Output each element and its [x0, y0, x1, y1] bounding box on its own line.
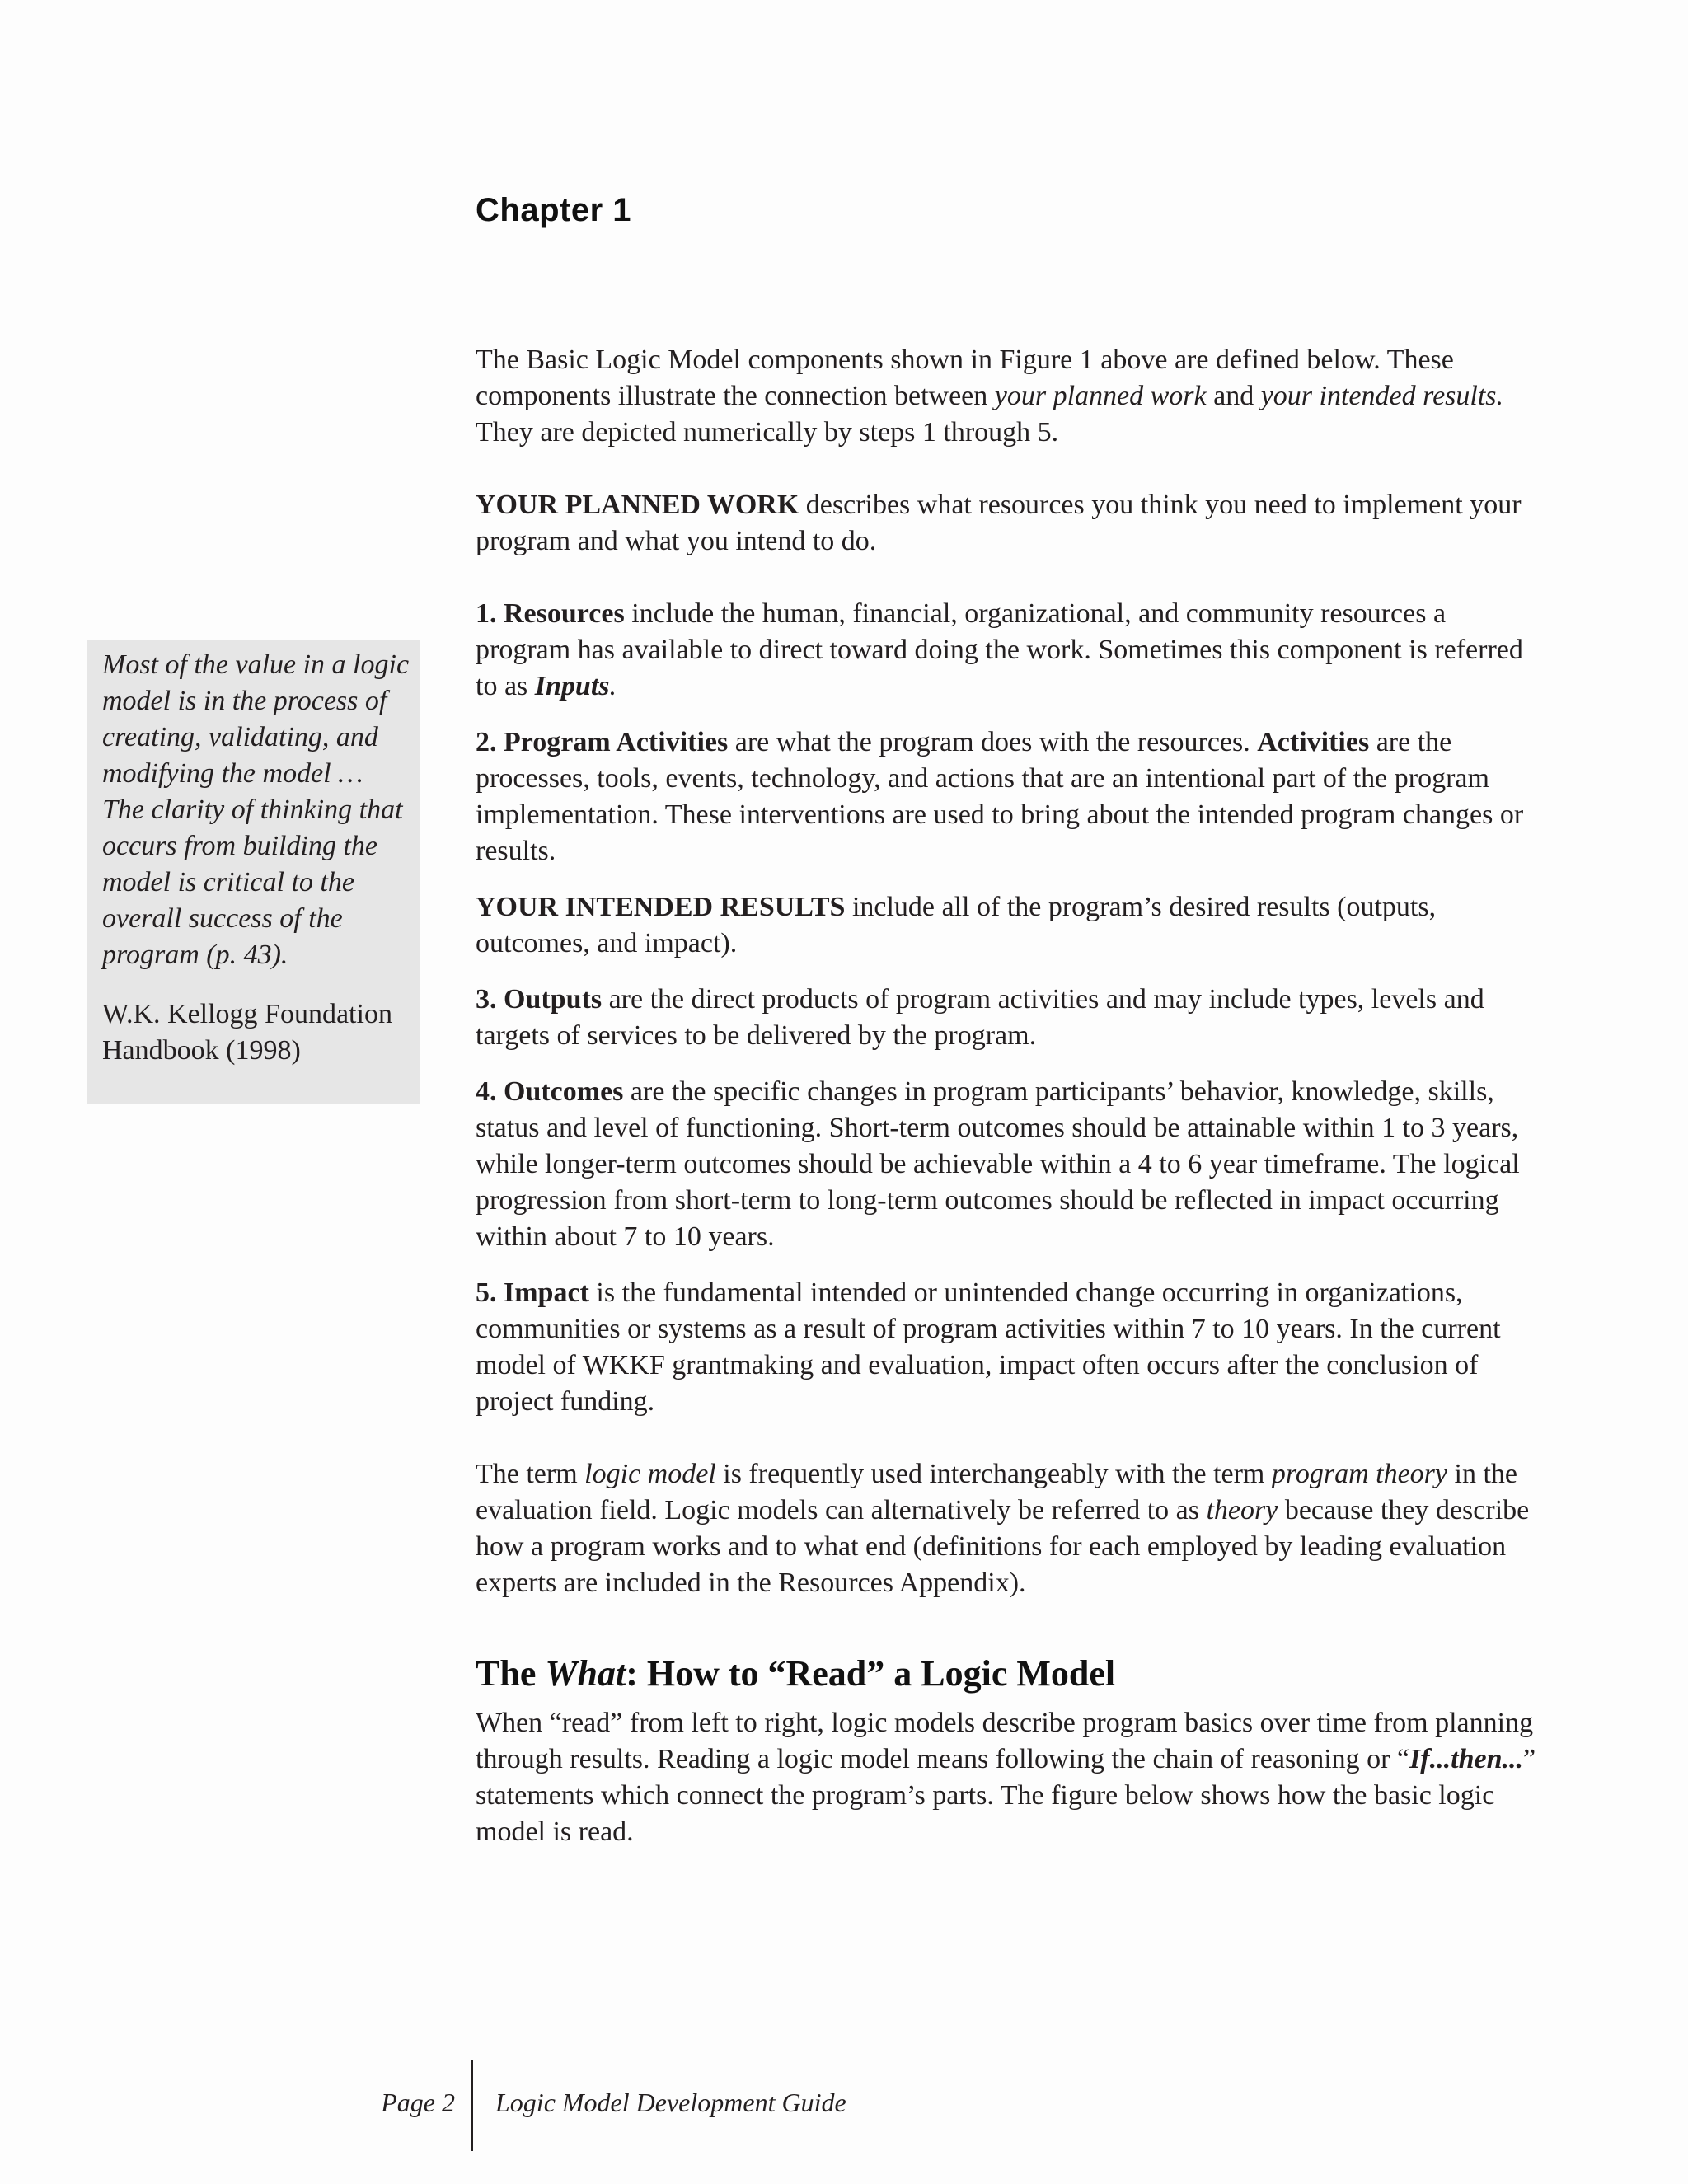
impact-text: is the fundamental intended or unintended change occurring in organizations, communities or systems as a result of program activities within 7 to 10 years. In the current model of WKKF grantmaking and evaluation, impact often occurs after the conclusion of project funding. — [476, 1277, 1501, 1417]
intro-text: The Basic Logic Model components shown in Figure 1 above are defined below. These components illustrate the connection between — [476, 344, 1454, 411]
resources-paragraph — [476, 596, 1539, 705]
planned-work-label: YOUR PLANNED WORK — [476, 490, 799, 520]
impact-label: 5. Impact — [476, 1277, 589, 1308]
activities-text: are what the program does with the resources. — [728, 727, 1258, 757]
main-content — [476, 342, 1539, 1850]
read-text: ” statements which connect the program’s parts. The figure below shows how the basic logic model is read. — [476, 1744, 1536, 1847]
read-text: When “read” from left to right, logic models describe program basics over time from planning through results. Reading a logic model means following the chain of reasoning or “ — [476, 1708, 1534, 1774]
if-then-emphasis: If...then... — [1409, 1744, 1523, 1774]
planned-work-text: describes what resources you think you need to implement your program and what you intend to do. — [476, 490, 1522, 556]
what-emphasis: What — [545, 1653, 626, 1694]
activities-text: are the processes, tools, events, technology, and actions that are an intentional part of the program implementation. These interventions are used to bring about the intended program changes or results. — [476, 727, 1524, 866]
sidebar-quote: Most of the value in a logic model is in the process of creating, validating, and modifying the model … The clarity of thinking that occurs from building the model is critical to the overall success of the program (p. 43). — [102, 649, 410, 970]
outputs-paragraph — [476, 982, 1539, 1054]
logic-model-term-paragraph — [476, 1456, 1539, 1601]
resources-end: . — [609, 671, 617, 701]
planned-work-paragraph — [476, 487, 1539, 560]
term-text: because they describe how a program works and to what end (definitions for each employed by leading evaluation experts are included in the Resources Appendix). — [476, 1495, 1530, 1598]
outputs-text: are the direct products of program activities and may include types, levels and targets of services to be delivered by the program. — [476, 984, 1484, 1051]
planned-work-emphasis: your planned work — [994, 381, 1207, 411]
outcomes-label: 4. Outcomes — [476, 1076, 624, 1107]
impact-paragraph — [476, 1275, 1539, 1420]
intended-results-paragraph — [476, 889, 1539, 962]
intended-results-label: YOUR INTENDED RESULTS — [476, 892, 846, 922]
activities-paragraph — [476, 724, 1539, 869]
resources-text: include the human, financial, organizational, and community resources a program has available to direct toward doing the work. Sometimes this component is referred to as — [476, 598, 1523, 701]
intro-paragraph — [476, 342, 1539, 451]
theory-emphasis: theory — [1206, 1495, 1278, 1526]
outcomes-text: are the specific changes in program participants’ behavior, knowledge, skills, status and level of functioning. Short-term outcomes should be attainable within 1 to 3 years, while longer-term outcomes should be achievable within a 4 to 6 year timeframe. The logical progression from short-term to long-term outcomes should be reflected in impact occurring within about 7 to 10 years. — [476, 1076, 1520, 1252]
intro-text: They are depicted numerically by steps 1 through 5. — [476, 417, 1059, 448]
intro-text: and — [1206, 381, 1261, 411]
heading-text: The — [476, 1653, 546, 1694]
resources-label: 1. Resources — [476, 598, 625, 629]
intended-results-emphasis: your intended results. — [1260, 381, 1504, 411]
footer-guide-title: Logic Model Development Guide — [495, 2088, 846, 2117]
inputs-term: Inputs — [534, 671, 610, 701]
logic-model-emphasis: logic model — [584, 1459, 716, 1489]
activities-term: Activities — [1257, 727, 1370, 757]
activities-label: 2. Program Activities — [476, 727, 729, 757]
program-theory-emphasis: program theory — [1271, 1459, 1447, 1489]
term-text: in the evaluation field. Logic models can alternatively be referred to as — [476, 1459, 1517, 1526]
outputs-label: 3. Outputs — [476, 984, 603, 1015]
read-logic-model-paragraph — [476, 1705, 1539, 1850]
page-number: Page 2 — [381, 2088, 455, 2117]
sidebar-attribution: W.K. Kellogg Foundation Handbook (1998) — [102, 999, 392, 1066]
heading-text: : How to “Read” a Logic Model — [626, 1653, 1116, 1694]
sidebar-quote-box — [87, 640, 420, 1104]
chapter-title: Chapter 1 — [476, 192, 631, 228]
term-text: The term — [476, 1459, 585, 1489]
section-heading — [476, 1652, 1539, 1695]
intended-results-text: include all of the program’s desired results (outputs, outcomes, and impact). — [476, 892, 1437, 958]
footer-divider — [471, 2060, 473, 2151]
outcomes-paragraph — [476, 1074, 1539, 1255]
term-text: is frequently used interchangeably with the term — [715, 1459, 1272, 1489]
